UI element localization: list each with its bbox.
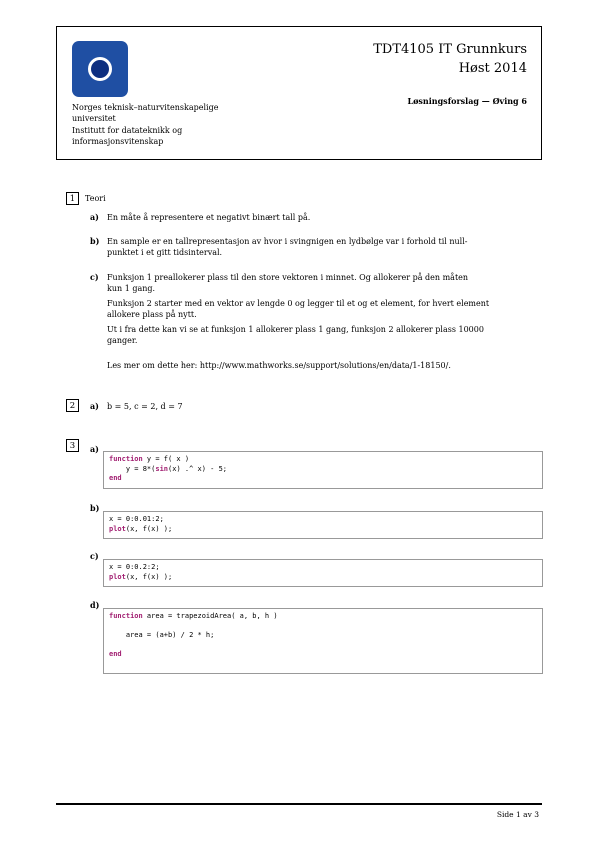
- task1-c-line: ganger.: [107, 336, 138, 345]
- task-number-1: 1: [66, 192, 79, 205]
- task1-b-line: En sample er en tallrepresentasjon av hvor i svingnigen en lydbølge var i forhold til null-: [107, 237, 468, 246]
- code-block-d: [103, 608, 543, 674]
- task2-a-label: a): [90, 401, 99, 411]
- institution-name: [72, 102, 272, 148]
- task1-a-text: En måte å representere et negativt binært tall på.: [107, 213, 311, 222]
- task1-a-label: a): [90, 212, 99, 222]
- institution-line: universitet: [72, 114, 116, 124]
- ntnu-logo-icon: [72, 41, 128, 97]
- page-number: Side 1 av 3: [496, 810, 539, 819]
- code-line: function y = f( x ): [109, 455, 190, 463]
- code-line: x = 0:0.01:2;: [109, 515, 164, 523]
- task1-c-label: c): [90, 272, 99, 282]
- institution-line: Institutt for datateknikk og: [72, 125, 183, 135]
- task3-a-label: a): [90, 444, 99, 454]
- code-line: [109, 641, 537, 651]
- task-number-2: 2: [66, 399, 79, 412]
- code-block-a: [103, 451, 543, 489]
- code-line: [109, 622, 537, 632]
- task3-c-label: c): [90, 551, 99, 561]
- code-block-c: [103, 559, 543, 587]
- document-subtitle: Løsningsforslag — Øving 6: [407, 96, 527, 106]
- code-line: y = 8*(sin(x) .^ x) - 5;: [109, 464, 228, 473]
- task1-c-line: Funksjon 2 starter med en vektor av lengde 0 og legger til et og et element, for hvert element: [107, 299, 490, 308]
- code-line: plot(x, f(x) );: [109, 524, 173, 533]
- task-number-3: 3: [66, 439, 79, 452]
- institution-line: Norges teknisk–naturvitenskapelige: [72, 103, 219, 112]
- semester: Høst 2014: [458, 61, 527, 76]
- task1-c-line: allokere plass på nytt.: [107, 310, 197, 319]
- task1-c-line: kun 1 gang.: [107, 284, 156, 293]
- task1-b-line: punktet i et gitt tidsinterval.: [107, 248, 223, 257]
- task1-c-line: Funksjon 1 preallokerer plass til den store vektoren i minnet. Og allokerer på den måten: [107, 273, 469, 282]
- code-line: area = (a+b) / 2 * h;: [109, 631, 215, 640]
- code-line: plot(x, f(x) );: [109, 572, 173, 581]
- task3-b-label: b): [90, 503, 100, 513]
- footer-rule: [56, 803, 542, 805]
- code-block-b: [103, 511, 543, 539]
- course-title: TDT4105 IT Grunnkurs: [373, 42, 527, 57]
- task1-c-line: Ut i fra dette kan vi se at funksjon 1 allokerer plass 1 gang, funksjon 2 allokerer plass 10000: [107, 325, 484, 334]
- task2-a-text: b = 5, c = 2, d = 7: [107, 402, 183, 411]
- task1-b-label: b): [90, 236, 100, 246]
- task1-title: Teori: [85, 194, 106, 203]
- code-line: end: [109, 650, 122, 659]
- code-line: function area = trapezoidArea( a, b, h ): [109, 612, 278, 620]
- task1-c-link-line: Les mer om dette her: http://www.mathworks.se/support/solutions/en/data/1-18150/.: [107, 361, 451, 370]
- code-line: end: [109, 474, 122, 483]
- institution-line: informasjonsvitenskap: [72, 137, 164, 147]
- code-line: x = 0:0.2:2;: [109, 563, 160, 571]
- task3-d-label: d): [90, 600, 100, 610]
- course-heading: [373, 40, 527, 78]
